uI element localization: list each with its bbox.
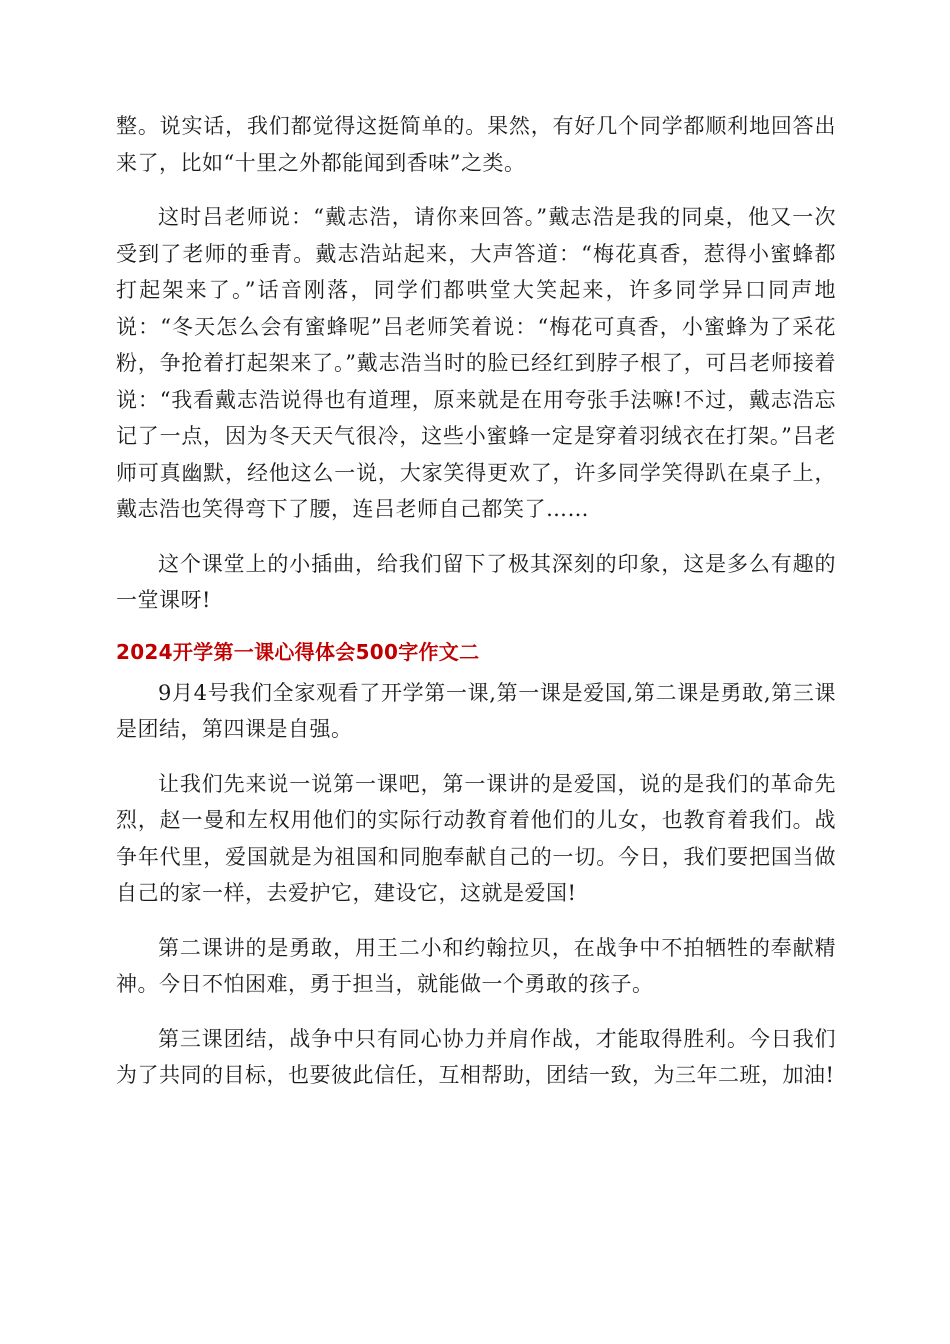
- paragraph-unity: 第三课团结，战争中只有同心协力并肩作战，才能取得胜利。今日我们为了共同的目标，也要彼此信任，互相帮助，团结一致，为三年二班，加油!: [116, 1026, 836, 1087]
- paragraph-teacher-question: 这时吕老师说：“戴志浩，请你来回答。”戴志浩是我的同桌，他又一次受到了老师的垂青。戴志浩站起来，大声答道：“梅花真香，惹得小蜜蜂都打起架来了。”话音刚落，同学们都哄堂大笑起来，许多同学异口同声地说：“冬天怎么会有蜜蜂呢”吕老师笑着说：“梅花可真香，小蜜蜂为了采花粉，争抢着打起架来了。”戴志浩当时的脸已经红到脖子根了，可吕老师接着说：“我看戴志浩说得也有道理，原来就是在用夸张手法嘛!不过，戴志浩忘记了一点，因为冬天天气很冷，这些小蜜蜂一定是穿着羽绒衣在打架。”吕老师可真幽默，经他这么一说，大家笑得更欢了，许多同学笑得趴在桌子上，戴志浩也笑得弯下了腰，连吕老师自己都笑了……: [116, 205, 836, 521]
- paragraph-patriotism: 让我们先来说一说第一课吧，第一课讲的是爱国，说的是我们的革命先烈，赵一曼和左权用他们的实际行动教育着他们的儿女，也教育着我们。战争年代里，爱国就是为祖国和同胞奉献自己的一切。今日，我们要把国当做自己的家一样，去爱护它，建设它，这就是爱国!: [116, 771, 836, 905]
- paragraph-conclusion: 这个课堂上的小插曲，给我们留下了极其深刻的印象，这是多么有趣的一堂课呀!: [116, 551, 836, 612]
- section-heading: 2024开学第一课心得体会500字作文二: [116, 639, 480, 664]
- paragraph-intro: 9月4号我们全家观看了开学第一课,第一课是爱国,第二课是勇敢,第三课是团结，第四课是自强。: [116, 680, 836, 741]
- document-body: [116, 108, 836, 1112]
- paragraph-continuation: 整。说实话，我们都觉得这挺简单的。果然，有好几个同学都顺利地回答出来了，比如“十里之外都能闻到香味”之类。: [116, 114, 836, 175]
- paragraph-courage: 第二课讲的是勇敢，用王二小和约翰拉贝，在战争中不拍牺牲的奉献精神。今日不怕困难，勇于担当，就能做一个勇敢的孩子。: [116, 935, 836, 996]
